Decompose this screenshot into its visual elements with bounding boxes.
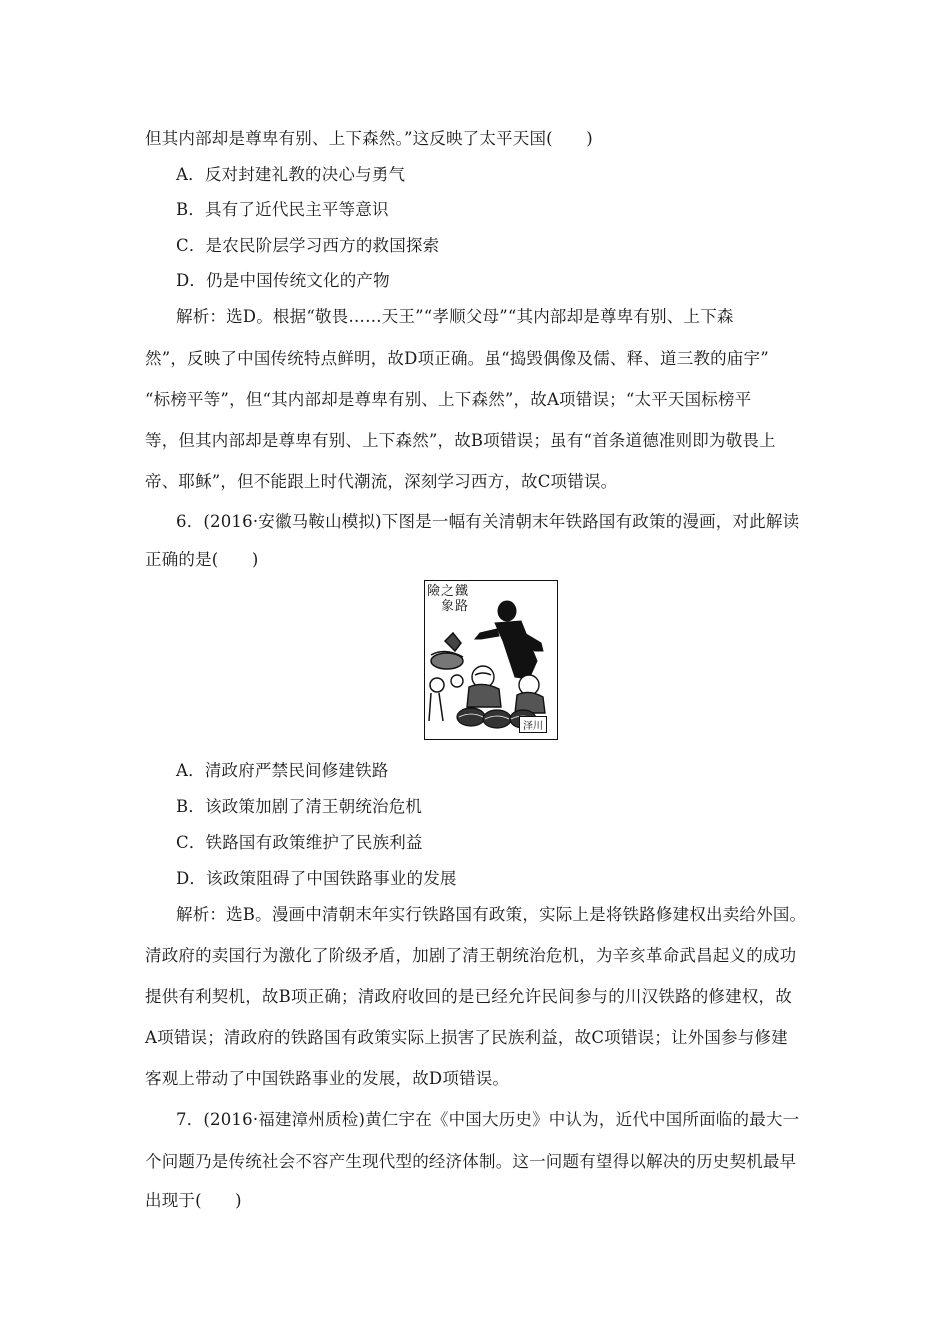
q5-analysis-line-2: 然”，反映了中国传统特点鲜明，故D项正确。虽“捣毁偶像及儒、释、道三教的庙宇” bbox=[145, 349, 769, 368]
q5-analysis-line-5: 帝、耶稣”，但不能跟上时代潮流，深刻学习西方，故C项错误。 bbox=[145, 472, 618, 491]
cartoon-figure bbox=[424, 580, 558, 740]
q6-analysis-line-1: 解析：选B。漫画中清朝末年实行铁路国有政策，实际上是将铁路修建权出卖给外国。 bbox=[176, 905, 807, 924]
cartoon-title-col2-top: 之 bbox=[441, 584, 455, 599]
q5-option-c: C．是农民阶层学习西方的救国探索 bbox=[176, 236, 440, 255]
cartoon-title-col1-bottom: 路 bbox=[455, 599, 469, 614]
q5-option-a: A．反对封建礼教的决心与勇气 bbox=[176, 165, 406, 184]
cartoon-title-col1-top: 鐵 bbox=[455, 584, 469, 599]
q6-analysis-line-2: 清政府的卖国行为激化了阶级矛盾，加剧了清王朝统治危机，为辛亥革命武昌起义的成功 bbox=[145, 946, 797, 965]
q6-stem-line-2: 正确的是( ) bbox=[145, 550, 259, 569]
q5-option-b: B．具有了近代民主平等意识 bbox=[176, 200, 389, 219]
q6-analysis-line-3: 提供有利契机，故B项正确；清政府收回的是已经允许民间参与的川汉铁路的修建权，故 bbox=[145, 987, 792, 1006]
q6-option-d: D．该政策阻碍了中国铁路事业的发展 bbox=[176, 869, 457, 888]
cartoon-title-col3: 險 bbox=[427, 584, 441, 599]
q6-analysis-line-5: 客观上带动了中国铁路事业的发展，故D项错误。 bbox=[145, 1069, 510, 1088]
q6-option-a: A．清政府严禁民间修建铁路 bbox=[176, 761, 389, 780]
q7-stem-line-1: 7．(2016·福建漳州质检)黄仁宇在《中国大历史》中认为，近代中国所面临的最大一 bbox=[176, 1110, 800, 1129]
q6-analysis-line-4: A项错误；清政府的铁路国有政策实际上损害了民族利益，故C项错误；让外国参与修建 bbox=[145, 1028, 788, 1047]
q7-stem-line-3: 出现于( ) bbox=[145, 1191, 242, 1210]
q6-option-c: C．铁路国有政策维护了民族利益 bbox=[176, 833, 423, 852]
cartoon-title-col2-bottom: 象 bbox=[441, 599, 455, 614]
cartoon-illustration bbox=[425, 581, 556, 738]
q7-stem-line-2: 个问题乃是传统社会不容产生现代型的经济体制。这一问题有望得以解决的历史契机最早 bbox=[145, 1152, 797, 1171]
q5-analysis-line-4: 等，但其内部却是尊卑有别、上下森然”，故B项错误；虽有“首条道德准则即为敬畏上 bbox=[145, 431, 776, 450]
q6-stem-line-1: 6．(2016·安徽马鞍山模拟)下图是一幅有关清朝末年铁路国有政策的漫画，对此解读 bbox=[176, 512, 800, 531]
cartoon-signature: 泽川 bbox=[519, 716, 547, 733]
q5-analysis-line-1: 解析：选D。根据“敬畏……天王”“孝顺父母”“其内部却是尊卑有别、上下森 bbox=[176, 307, 734, 326]
q6-option-b: B．该政策加剧了清王朝统治危机 bbox=[176, 797, 423, 816]
q5-analysis-line-3: “标榜平等”，但“其内部却是尊卑有别、上下森然”，故A项错误；“太平天国标榜平 bbox=[145, 390, 752, 409]
q5-option-d: D．仍是中国传统文化的产物 bbox=[176, 271, 390, 290]
q5-stem-end: 但其内部却是尊卑有别、上下森然。”这反映了太平天国( ) bbox=[145, 129, 593, 148]
